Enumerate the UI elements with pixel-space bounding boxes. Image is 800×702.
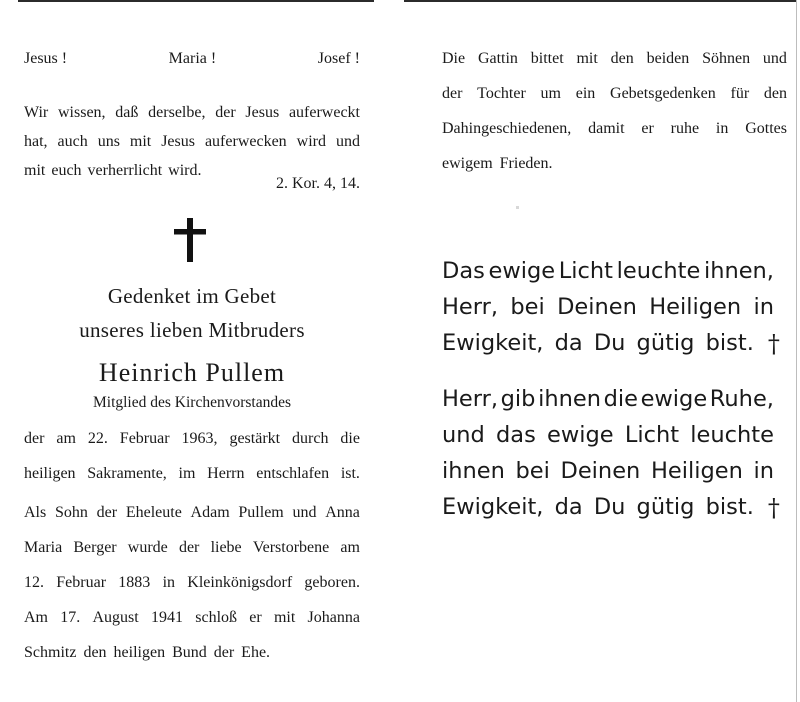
word: ewige: [547, 422, 614, 448]
text-line: [442, 120, 787, 155]
word: den: [763, 85, 787, 102]
word: in: [715, 120, 729, 137]
word: in: [753, 458, 774, 484]
word: Februar: [119, 430, 170, 447]
word: mit: [273, 609, 296, 626]
word: daß: [115, 104, 139, 121]
word: Herr,: [442, 294, 499, 320]
word: ihnen: [442, 458, 505, 484]
word: 22.: [87, 430, 108, 447]
text-line: [442, 458, 774, 494]
word: August: [92, 609, 139, 626]
word: in: [162, 574, 176, 591]
word: ihnen: [538, 386, 601, 412]
word: Licht: [624, 422, 680, 448]
word: der: [24, 430, 45, 447]
word: gib: [500, 386, 536, 412]
text-line: [24, 504, 360, 539]
word: 17.: [60, 609, 81, 626]
text-line: [442, 386, 774, 422]
deceased-name: Heinrich Pullem: [98, 358, 286, 387]
word: Kleinkönigsdorf: [187, 574, 293, 591]
word: mit euch verherrlicht wird.: [24, 162, 202, 179]
word: am: [56, 430, 76, 447]
word: Heiligen: [650, 458, 743, 484]
word: ihnen,: [703, 258, 774, 284]
word: leuchte: [690, 422, 774, 448]
heading-brother: unseres lieben Mitbruders: [79, 318, 305, 342]
word: schloß: [195, 609, 238, 626]
text-line: [442, 85, 787, 120]
word: Gattin: [477, 50, 518, 67]
word: Deinen: [557, 294, 637, 320]
word: und: [335, 133, 360, 150]
word: Das: [442, 258, 485, 284]
word: Sakramente,: [87, 465, 167, 482]
death-notice: [24, 430, 360, 500]
word: Gottes: [745, 120, 787, 137]
word: ruhe: [670, 120, 700, 137]
word: am: [340, 539, 360, 556]
word: Ruhe,: [709, 386, 774, 412]
word: 1941: [150, 609, 183, 626]
word: mit: [129, 133, 152, 150]
word: Jesus: [245, 104, 280, 121]
invocation-jesus: Jesus !: [24, 50, 68, 67]
text-line: [24, 644, 360, 679]
text-line: [442, 494, 780, 530]
word: Licht: [558, 258, 613, 284]
word: heiligen: [24, 465, 76, 482]
text-line: [442, 258, 774, 294]
text-line: [442, 50, 787, 85]
text-line: [442, 155, 787, 190]
word: ist.: [340, 465, 360, 482]
word: ewige: [640, 386, 708, 412]
word: er: [641, 120, 654, 137]
word: Johanna: [307, 609, 360, 626]
word: Dahingeschiedenen,: [442, 120, 572, 137]
invocation-maria: Maria !: [168, 50, 217, 67]
word: Sohn: [54, 504, 88, 521]
word: mit: [576, 50, 598, 67]
word: beiden: [646, 50, 690, 67]
prayer-request: [442, 50, 787, 190]
word: Am: [24, 609, 48, 626]
scripture-reference: 2. Kor. 4, 14.: [276, 175, 360, 192]
word: Februar: [56, 574, 107, 591]
word: wissen,: [57, 104, 106, 121]
invocation-row: [24, 50, 360, 68]
word: auferweckt: [288, 104, 360, 121]
prayer-eternal-rest: [442, 386, 780, 530]
word: Söhnen: [702, 50, 751, 67]
word: im: [178, 465, 196, 482]
word: Verstorbene: [252, 539, 330, 556]
word: der: [96, 504, 118, 521]
word: auferwecken: [204, 133, 287, 150]
word: Jesus: [161, 133, 195, 150]
dagger-icon: †: [767, 494, 780, 522]
word: gestärkt: [229, 430, 281, 447]
word: Gebetsgedenken: [610, 85, 716, 102]
word: 1963,: [181, 430, 218, 447]
word: für: [730, 85, 750, 102]
word: bei: [515, 458, 550, 484]
text-line: [24, 430, 360, 465]
heading-remember: Gedenket im Gebet: [107, 284, 277, 308]
word: uns: [97, 133, 120, 150]
cross-icon: [174, 218, 206, 262]
word: 1883: [118, 574, 151, 591]
word: das: [496, 422, 536, 448]
word: Adam: [190, 504, 230, 521]
word: Als: [24, 504, 47, 521]
text-line: [24, 127, 360, 156]
word: Ewigkeit, da Du gütig bist.: [442, 330, 754, 356]
text-line: [24, 465, 360, 500]
word: Wir: [24, 104, 49, 121]
word: die: [340, 430, 360, 447]
deceased-role: Mitglied des Kirchenvorstandes: [92, 394, 291, 411]
text-line: [442, 294, 774, 330]
word: der: [442, 85, 463, 102]
word: hat,: [24, 133, 48, 150]
word: Pullem: [238, 504, 284, 521]
word: Anna: [325, 504, 360, 521]
word: derselbe,: [148, 104, 206, 121]
text-line: [24, 98, 360, 127]
word: Herr,: [442, 386, 499, 412]
word: wird: [296, 133, 326, 150]
right-panel: [442, 0, 787, 702]
text-line: [442, 330, 780, 366]
word: durch: [292, 430, 329, 447]
prayer-eternal-light: [442, 258, 780, 366]
word: Maria: [24, 539, 63, 556]
word: er: [249, 609, 262, 626]
word: geboren.: [304, 574, 360, 591]
biography: [24, 504, 360, 679]
word: Eheleute: [125, 504, 182, 521]
word: Schmitz den heiligen Bund der Ehe.: [24, 644, 271, 661]
word: ewige: [488, 258, 556, 284]
scripture-quote: [24, 98, 360, 185]
word: Herrn: [207, 465, 245, 482]
word: und: [292, 504, 317, 521]
text-line: [24, 539, 360, 574]
word: Ewigkeit, da Du gütig bist.: [442, 494, 754, 520]
word: damit: [588, 120, 625, 137]
card-edge: [796, 0, 797, 702]
word: der: [215, 104, 236, 121]
word: um: [540, 85, 561, 102]
word: Tochter: [477, 85, 526, 102]
dagger-icon: †: [767, 330, 780, 358]
text-line: [442, 422, 774, 458]
word: der: [178, 539, 200, 556]
word: Die: [442, 50, 466, 67]
word: den: [610, 50, 634, 67]
word: und: [762, 50, 787, 67]
word: 12.: [24, 574, 44, 591]
word: Heiligen: [649, 294, 742, 320]
word: Deinen: [560, 458, 641, 484]
word: liebe: [210, 539, 242, 556]
word: ewigem Frieden.: [442, 155, 553, 172]
word: und: [442, 422, 485, 448]
invocation-josef: Josef !: [317, 50, 360, 67]
word: bei: [510, 294, 545, 320]
word: in: [753, 294, 774, 320]
word: ein: [575, 85, 596, 102]
text-line: [24, 574, 360, 609]
word: entschlafen: [256, 465, 330, 482]
word: wurde: [127, 539, 168, 556]
word: leuchte: [616, 258, 701, 284]
word: die: [603, 386, 638, 412]
left-panel: [24, 0, 360, 702]
word: Berger: [73, 539, 117, 556]
word: bittet: [530, 50, 564, 67]
word: auch: [57, 133, 88, 150]
text-line: [24, 609, 360, 644]
